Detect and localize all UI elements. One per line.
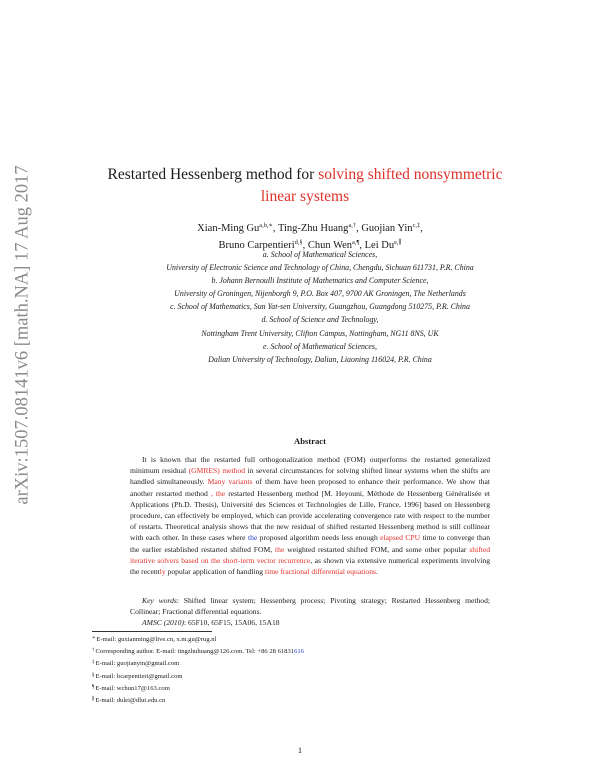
footnote: ‡E-mail: guojianyin@gmail.com [92, 660, 180, 668]
footnote: ∗E-mail: guxianming@live.cn, x.m.gu@rug.nl [92, 636, 217, 643]
keywords-text: : Shifted linear system; Hessenberg process; Pivoting strategy; Restarted Hessenberg method; Collinear; Fractional differential equations. [130, 596, 490, 617]
author: Guojian Yin$^{c,\ddagger}$ [361, 222, 421, 234]
arxiv-sidebar [8, 0, 38, 776]
author: Ting-Zhu Huang$^{a,\dagger}$ [277, 222, 357, 234]
keywords [130, 595, 490, 617]
amsc-text: : 65F10, 65F15, 15A06, 15A18 [183, 618, 280, 627]
author: Lei $Du^{e,\parallel}$ [364, 238, 402, 251]
affiliation-line: Nottingham Trent University, Clifton Campus, Nottingham, NG11 8NS, UK [201, 328, 439, 338]
footnote: †Corresponding author. E-mail: tingzhuhuang@126.com. Tel: +86 28 61831616 [92, 648, 304, 656]
affiliations [60, 248, 580, 366]
title-plain: Restarted Hessenberg method for [107, 166, 319, 183]
arxiv-identifier: arXiv:1507.08141v6 [math.NA] 17 Aug 2017 [12, 165, 33, 505]
author: Chun Wen$^{a,\P}$ [307, 238, 360, 251]
affiliation-line: University of Electronic Science and Technology of China, Chengdu, Sichuan 611731, P.R. China [166, 263, 474, 273]
affiliation-line: c. School of Mathematics, Sun Yat-sen University, Guangzhou, Guangdong 510275, P.R. China [170, 302, 470, 312]
affiliation-line: Dalian University of Technology, Dalian, Liaoning 116024, P.R. China [208, 354, 432, 364]
footnotes [92, 633, 532, 706]
footnote: ¶E-mail: wchun17@163.com [92, 684, 170, 692]
affiliation-line: d. School of Science and Technology, [261, 315, 379, 325]
affiliation-line: a. School of Mathematical Sciences, [262, 250, 378, 259]
footnote: §E-mail: bcarpentieri@gmail.com [92, 672, 183, 680]
paper-title [60, 164, 550, 208]
affiliation-line: University of Groningen, Nijenborgh 9, P.O. Box 407, 9700 AK Groningen, The Netherlands [174, 289, 466, 299]
title-highlight-1: solving shifted nonsymmetric [318, 166, 503, 183]
footnote-rule [92, 631, 212, 632]
affiliation-line: e. School of Mathematical Sciences, [263, 341, 377, 351]
title-highlight-2: linear systems [260, 188, 350, 205]
author: Bruno Carpentieri$^{d,\S}$ [218, 238, 303, 251]
page-number: 1 [297, 746, 303, 755]
abstract-heading: Abstract [294, 436, 326, 446]
abstract-body: It is known that the restarted full orthogonalization method (FOM) outperforms the restarted generalized minimum residual (GMRES) method in several circumstances for solving shifted linear systems when the shifts are handled simultaneously. Many variants of them have been proposed to enhance their performance. We show that another restarted method , the restarted Hessenberg method [M. Heyouni, Méthode de Hessenberg Généralisée et Applications (Ph.D. Thesis), Université des Sciences et Technologies de Lille, France, 1996] based on Hessenberg procedure, can effectively be employed, which can provide accelerating convergence rate with respect to the number of restarts. Theoretical analysis shows that the new residual of shifted restarted Hessenberg method is still collinear with each other. In these cases where the proposed algorithm needs less enough elapsed CPU time to converge than the earlier established restarted shifted FOM, the weighted restarted shifted FOM, and some other popular shifted iterative solvers based on the short-term vector recurrence, as shown via extensive numerical experiments involving the recently popular application of handling time fractional differential equations. [130, 455, 491, 577]
footnote: ∥E-mail: dulei@dlut.edu.cn [92, 697, 166, 705]
author: Xian-Ming $Gu^{a,b,∗}$ [197, 222, 273, 234]
keywords-label: Key words [142, 596, 177, 605]
author-list: Xian-Ming $Gu^{a,b,∗}$, Ting-Zhu Huang$^{a,\dagger}$, Guojian Yin$^{c,\ddagger}$, Bruno Carpentieri$^{d,\S}$, Chun Wen$^{a,\P}$, Lei $Du^{e,\parallel}$ [197, 222, 423, 251]
amsc-label: AMSC (2010) [142, 618, 184, 627]
affiliation-line: b. Johann Bernoulli Institute of Mathematics and Computer Science, [211, 276, 429, 286]
amsc-classification [142, 617, 482, 628]
